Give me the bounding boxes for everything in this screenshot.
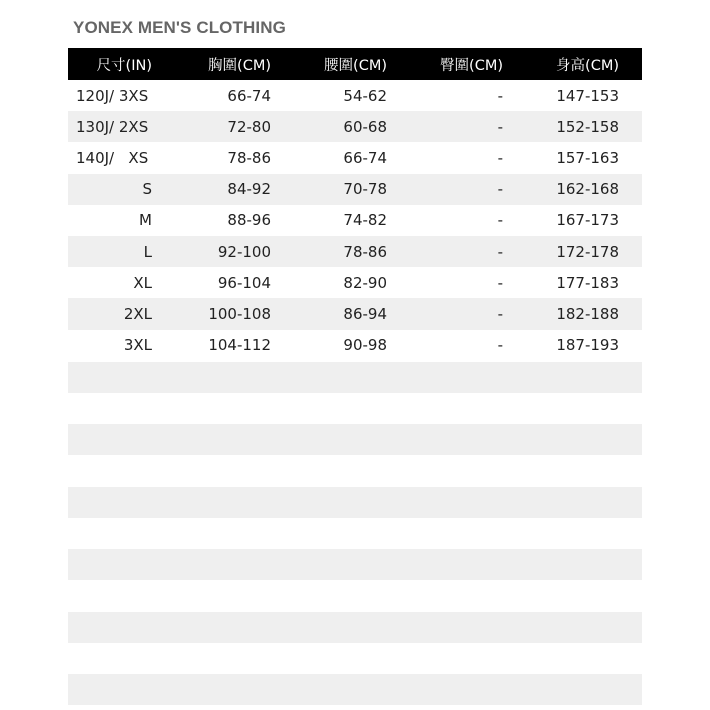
waist-cell: 74-82 [343,211,387,230]
size-cell: 130J/ 2XS [76,117,149,136]
chest-cell: 66-74 [227,86,271,105]
chest-cell: 78-86 [227,148,271,167]
header-hip: 臀圍(CM) [440,57,503,74]
size-cell: 120J/ 3XS [76,86,149,105]
chest-cell: 72-80 [227,117,271,136]
empty-row-stripe [68,549,642,580]
height-cell: 162-168 [556,180,619,199]
size-cell: S [142,180,152,199]
page-title: YONEX MEN'S CLOTHING [73,18,286,37]
table-row [68,80,642,111]
size-cell: 3XL [123,336,152,355]
header-chest: 胸圍(CM) [208,57,271,74]
table-header-row [68,48,642,80]
hip-cell: - [497,273,503,292]
size-chart-table [68,48,642,361]
waist-cell: 70-78 [343,180,387,199]
table-row [68,111,642,142]
hip-cell: - [497,86,503,105]
hip-cell: - [497,304,503,323]
empty-row-stripe [68,362,642,393]
hip-cell: - [497,180,503,199]
height-cell: 167-173 [556,211,619,230]
chest-cell: 96-104 [217,273,271,292]
waist-cell: 82-90 [343,273,387,292]
size-cell: L [143,242,152,261]
empty-row-stripe [68,424,642,455]
table-row [68,142,642,173]
waist-cell: 78-86 [343,242,387,261]
waist-cell: 90-98 [343,336,387,355]
header-height: 身高(CM) [556,57,619,74]
waist-cell: 66-74 [343,148,387,167]
chest-cell: 92-100 [217,242,271,261]
hip-cell: - [497,117,503,136]
empty-row-stripe [68,674,642,705]
table-row [68,205,642,236]
waist-cell: 54-62 [343,86,387,105]
waist-cell: 60-68 [343,117,387,136]
empty-row-stripe [68,612,642,643]
hip-cell: - [497,242,503,261]
height-cell: 187-193 [556,336,619,355]
size-cell: M [139,211,152,230]
hip-cell: - [497,148,503,167]
height-cell: 152-158 [556,117,619,136]
table-row [68,236,642,267]
chest-cell: 100-108 [208,304,271,323]
chest-cell: 88-96 [227,211,271,230]
hip-cell: - [497,211,503,230]
table-row [68,174,642,205]
hip-cell: - [497,336,503,355]
header-size: 尺寸(IN) [96,57,152,74]
empty-row-stripe [68,487,642,518]
table-row [68,267,642,298]
height-cell: 177-183 [556,273,619,292]
size-cell: XL [133,273,152,292]
height-cell: 147-153 [556,86,619,105]
table-row [68,298,642,329]
height-cell: 172-178 [556,242,619,261]
chest-cell: 104-112 [208,336,271,355]
header-waist: 腰圍(CM) [324,57,387,74]
table-row [68,330,642,361]
size-cell: 140J/ XS [76,148,149,167]
height-cell: 157-163 [556,148,619,167]
size-cell: 2XL [123,304,152,323]
chest-cell: 84-92 [227,180,271,199]
height-cell: 182-188 [556,304,619,323]
waist-cell: 86-94 [343,304,387,323]
